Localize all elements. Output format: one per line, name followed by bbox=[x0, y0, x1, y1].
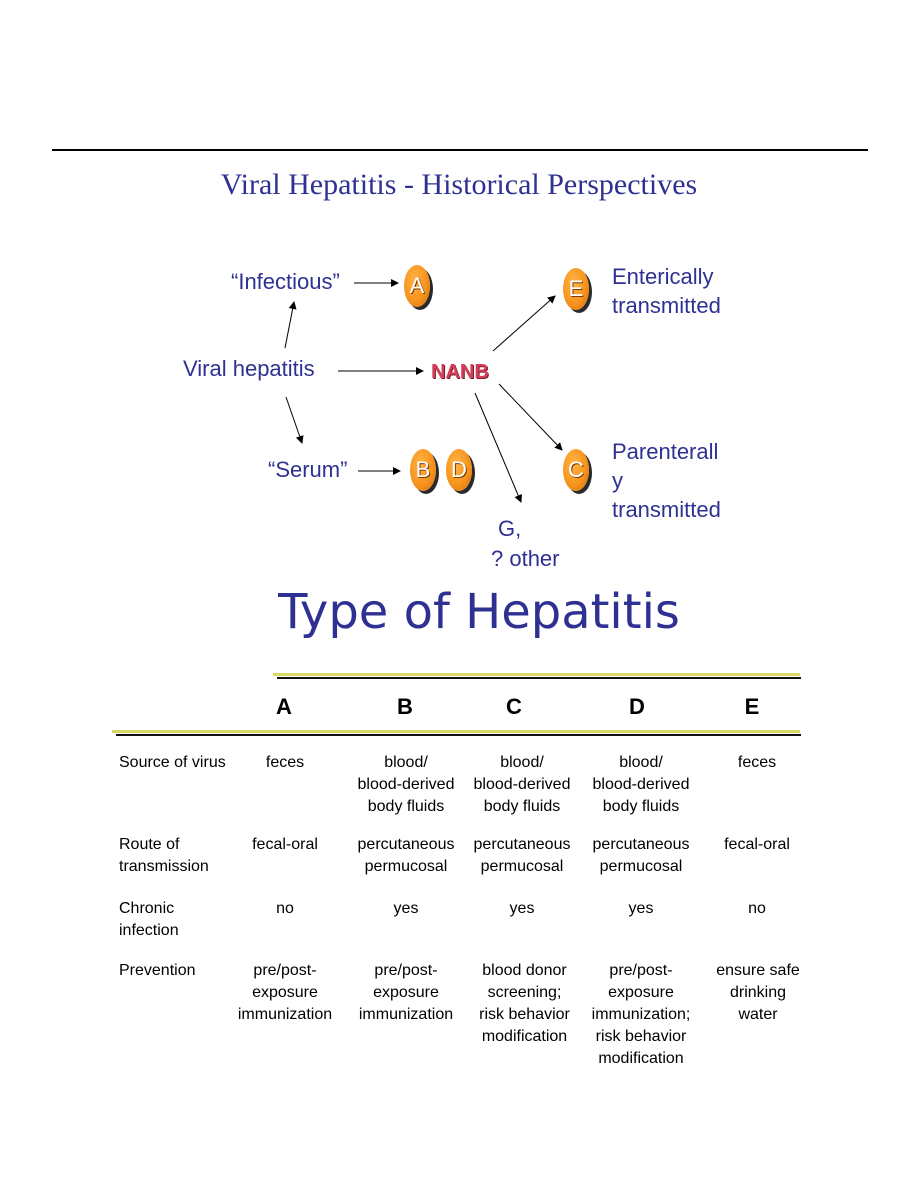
table-cell: blood/ blood-derived body fluids bbox=[473, 754, 571, 815]
serum-label: “Serum” bbox=[268, 457, 348, 482]
hepatitis-c-badge: C bbox=[563, 449, 589, 491]
arrow-root-to-infectious bbox=[285, 302, 294, 348]
hepatitis-e-badge: E bbox=[563, 268, 589, 310]
parenteral-label-line1: Parenterall bbox=[612, 439, 719, 464]
enteric-label-line2: transmitted bbox=[612, 293, 721, 318]
row-label-chronic: Chronic infection bbox=[119, 900, 179, 939]
table-cell: yes bbox=[628, 900, 654, 917]
table-cell: pre/post- exposure immunization bbox=[237, 962, 333, 1023]
header-rule-black-top bbox=[277, 677, 801, 679]
parenteral-label bbox=[612, 437, 721, 524]
parenteral-label-line3: transmitted bbox=[612, 497, 721, 522]
table-cell: yes bbox=[393, 900, 419, 917]
table-cell: blood/ blood-derived body fluids bbox=[592, 754, 690, 815]
parenteral-label-line2: y bbox=[612, 468, 623, 493]
row-label-source: Source of virus bbox=[119, 754, 226, 771]
hepatitis-b-badge: B bbox=[410, 449, 436, 491]
other-label-line1: G, bbox=[498, 516, 522, 541]
hepatitis-a-badge: A bbox=[404, 265, 430, 307]
table-cell: blood donor screening; risk behavior modification bbox=[479, 962, 570, 1045]
column-header-d: D bbox=[629, 694, 645, 719]
enteric-label-line1: Enterically bbox=[612, 264, 714, 289]
infectious-label: “Infectious” bbox=[231, 269, 340, 294]
column-header-c: C bbox=[506, 694, 522, 719]
column-header-e: E bbox=[744, 694, 760, 719]
header-rule-yellow-bottom bbox=[112, 730, 800, 733]
column-header-b: B bbox=[397, 694, 413, 719]
table-cell: percutaneous permucosal bbox=[592, 836, 690, 875]
table-cell: ensure safe drinking water bbox=[716, 962, 800, 1023]
table-cell: feces bbox=[265, 754, 305, 771]
table-cell: percutaneous permucosal bbox=[473, 836, 571, 875]
table-cell: feces bbox=[737, 754, 777, 771]
column-header-a: A bbox=[276, 694, 292, 719]
header-rule-black-bottom bbox=[116, 734, 801, 736]
table-cell: blood/ blood-derived body fluids bbox=[357, 754, 455, 815]
arrow-root-to-serum bbox=[286, 397, 302, 443]
arrow-nanb-to-c bbox=[499, 384, 562, 450]
arrow-nanb-to-other bbox=[475, 393, 521, 502]
hepatitis-d-badge: D bbox=[446, 449, 472, 491]
table-cell: no bbox=[276, 900, 294, 917]
page-title: Viral Hepatitis - Historical Perspectives bbox=[220, 168, 698, 201]
viral-hepatitis-label: Viral hepatitis bbox=[183, 356, 315, 381]
other-label-line2: ? other bbox=[491, 546, 560, 571]
table-cell: percutaneous permucosal bbox=[357, 836, 455, 875]
header-rule-yellow-top bbox=[273, 673, 800, 676]
table-cell: yes bbox=[509, 900, 535, 917]
row-label-prevention: Prevention bbox=[119, 962, 196, 979]
table-cell: pre/post- exposure immunization; risk behavior modification bbox=[591, 962, 691, 1067]
row-label-route: Route of transmission bbox=[119, 836, 209, 875]
table-cell: fecal-oral bbox=[252, 836, 318, 853]
arrow-nanb-to-e bbox=[493, 296, 555, 351]
table-cell: no bbox=[748, 900, 766, 917]
nanb-label: NANB bbox=[431, 361, 489, 383]
table-title: Type of Hepatitis bbox=[278, 584, 680, 640]
enteric-label bbox=[612, 262, 721, 320]
table-cell: fecal-oral bbox=[724, 836, 790, 853]
table-cell: pre/post- exposure immunization bbox=[358, 962, 454, 1023]
